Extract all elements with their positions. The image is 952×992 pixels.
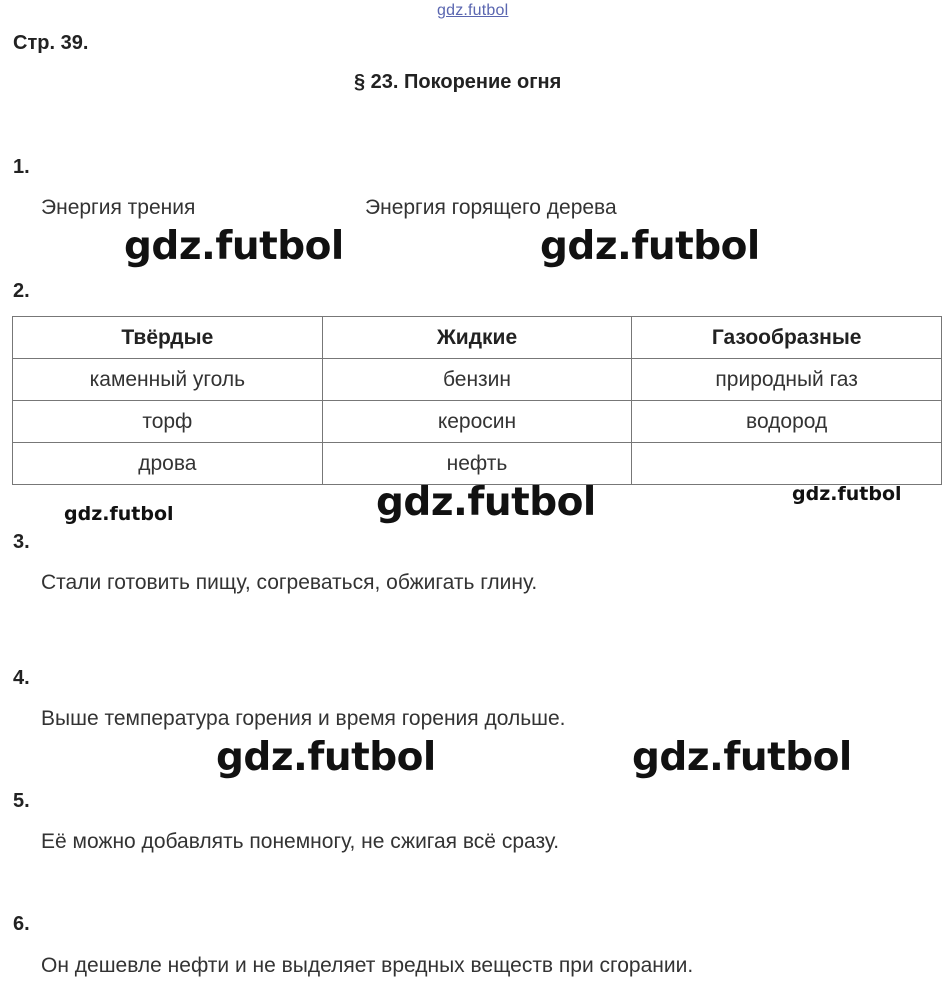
question-5-number: 5. <box>13 790 30 812</box>
table-cell: керосин <box>322 401 632 443</box>
section-title: § 23. Покорение огня <box>354 71 562 93</box>
watermark: gdz.futbol <box>632 735 852 780</box>
table-cell: каменный уголь <box>13 359 323 401</box>
top-watermark-link[interactable]: gdz.futbol <box>437 2 509 19</box>
table-row <box>13 359 942 401</box>
table-row <box>13 443 942 485</box>
watermark: gdz.futbol <box>124 224 344 269</box>
table-row <box>13 401 942 443</box>
question-4-answer: Выше температура горения и время горения дольше. <box>41 707 566 730</box>
question-6-answer: Он дешевле нефти и не выделяет вредных веществ при сгорании. <box>41 954 694 977</box>
question-6-number: 6. <box>13 913 30 935</box>
table-cell: нефть <box>322 443 632 485</box>
column-header-solid: Твёрдые <box>13 317 323 359</box>
watermark: gdz.futbol <box>216 735 436 780</box>
question-1-answer-right: Энергия горящего дерева <box>365 196 617 219</box>
watermark: gdz.futbol <box>376 480 596 525</box>
question-3-answer: Стали готовить пищу, согреваться, обжигать глину. <box>41 571 538 594</box>
question-2-number: 2. <box>13 280 30 302</box>
question-4-number: 4. <box>13 667 30 689</box>
watermark: gdz.futbol <box>64 503 174 525</box>
column-header-liquid: Жидкие <box>322 317 632 359</box>
question-3-number: 3. <box>13 531 30 553</box>
table-cell: дрова <box>13 443 323 485</box>
table-cell <box>632 443 942 485</box>
watermark: gdz.futbol <box>792 483 902 505</box>
column-header-gaseous: Газообразные <box>632 317 942 359</box>
table-cell: природный газ <box>632 359 942 401</box>
question-1-number: 1. <box>13 156 30 178</box>
page-label: Стр. 39. <box>13 32 89 54</box>
table-header-row <box>13 317 942 359</box>
table-cell: водород <box>632 401 942 443</box>
table-cell: бензин <box>322 359 632 401</box>
question-1-answer-left: Энергия трения <box>41 196 196 219</box>
watermark: gdz.futbol <box>540 224 760 269</box>
fuel-table <box>12 316 942 485</box>
table-cell: торф <box>13 401 323 443</box>
question-5-answer: Её можно добавлять понемногу, не сжигая всё сразу. <box>41 830 560 853</box>
